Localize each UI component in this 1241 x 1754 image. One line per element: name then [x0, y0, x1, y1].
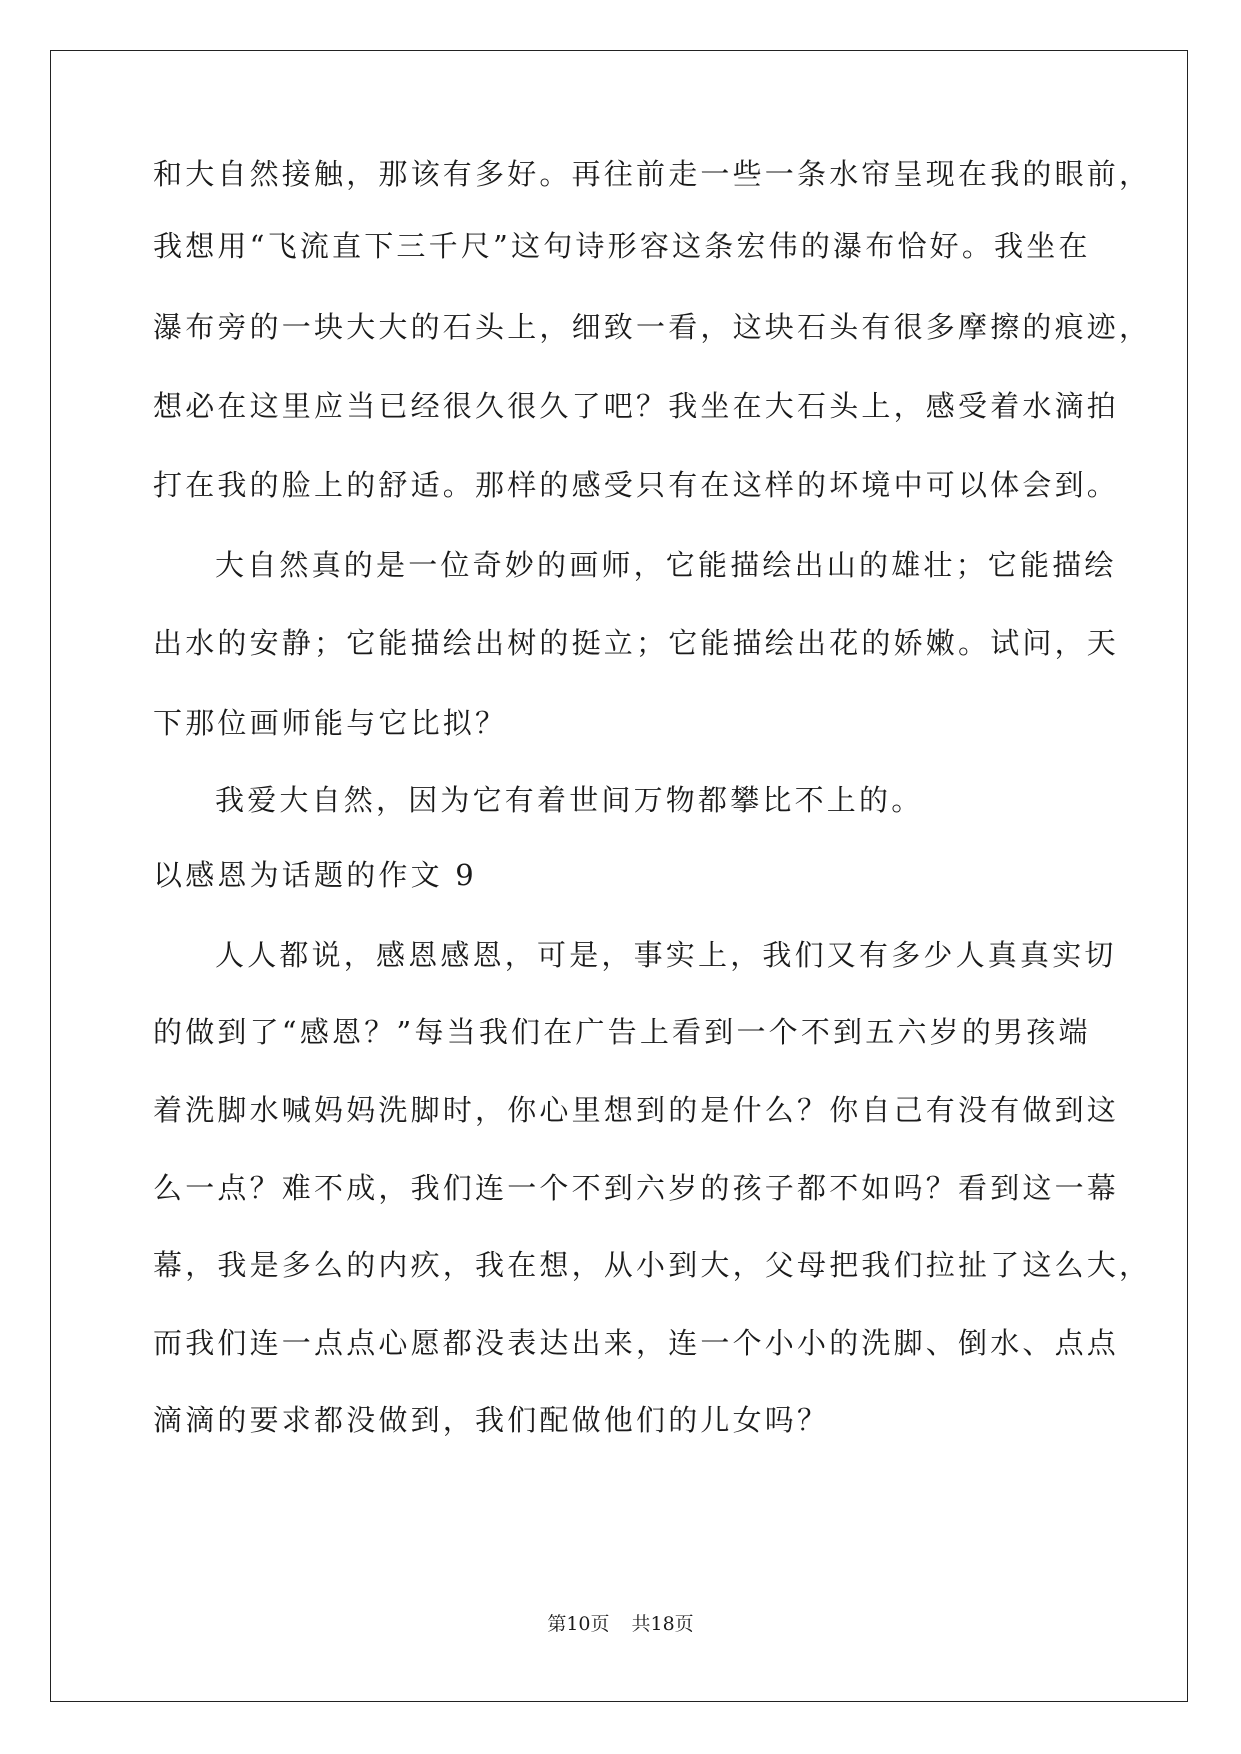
page-total: 共18页 [631, 1613, 694, 1635]
paragraph-start-line: 大自然真的是一位奇妙的画师，它能描绘出山的雄壮；它能描绘 [215, 548, 1117, 582]
text-line: 幕，我是多么的内疚，我在想，从小到大，父母把我们拉扯了这么大， [153, 1248, 1152, 1282]
text-line: 滴滴的要求都没做到，我们配做他们的儿女吗？ [153, 1403, 830, 1437]
section-heading: 以感恩为话题的作文 9 [153, 858, 477, 892]
text-line: 和大自然接触，那该有多好。再往前走一些一条水帘呈现在我的眼前， [153, 157, 1152, 191]
text-line: 我想用“飞流直下三千尺”这句诗形容这条宏伟的瀑布恰好。我坐在 [153, 229, 1091, 263]
paragraph-start-line: 我爱大自然，因为它有着世间万物都攀比不上的。 [215, 783, 924, 817]
text-line: 下那位画师能与它比拟？ [153, 706, 508, 740]
page-footer [0, 1612, 1241, 1636]
text-line: 的做到了“感恩？”每当我们在广告上看到一个不到五六岁的男孩端 [153, 1015, 1091, 1049]
paragraph-start-line: 人人都说，感恩感恩，可是，事实上，我们又有多少人真真实切 [215, 938, 1117, 972]
text-line: 想必在这里应当已经很久很久了吧？我坐在大石头上，感受着水滴拍 [153, 389, 1120, 423]
text-line: 着洗脚水喊妈妈洗脚时，你心里想到的是什么？你自己有没有做到这 [153, 1093, 1120, 1127]
text-line: 出水的安静；它能描绘出树的挺立；它能描绘出花的娇嫩。试问，天 [153, 626, 1120, 660]
text-line: 么一点？难不成，我们连一个不到六岁的孩子都不如吗？看到这一幕 [153, 1171, 1120, 1205]
page-number: 第10页 [547, 1613, 610, 1635]
text-line: 而我们连一点点心愿都没表达出来，连一个小小的洗脚、倒水、点点 [153, 1326, 1120, 1360]
text-line: 打在我的脸上的舒适。那样的感受只有在这样的坏境中可以体会到。 [153, 468, 1120, 502]
text-line: 瀑布旁的一块大大的石头上，细致一看，这块石头有很多摩擦的痕迹， [153, 310, 1152, 344]
